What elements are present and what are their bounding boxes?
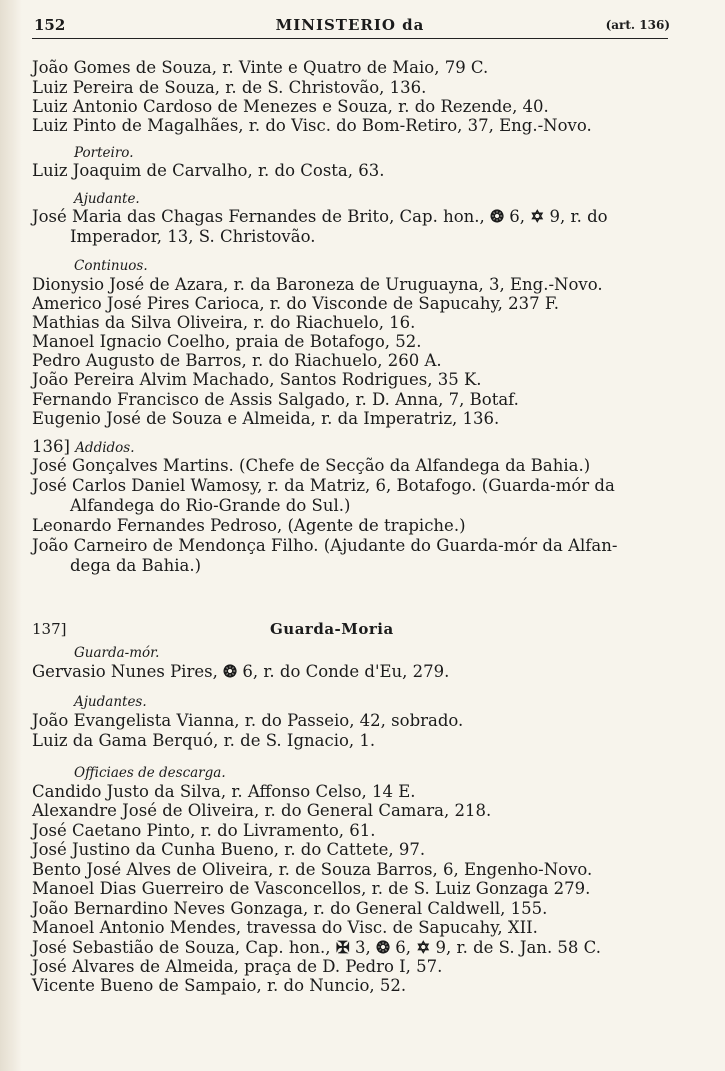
subheading-guarda-mor: Guarda-mór. <box>74 645 160 661</box>
list-item <box>32 207 608 227</box>
list-item-continuation: Imperador, 13, S. Christovão. <box>70 227 316 246</box>
list-item: Luiz Pereira de Souza, r. de S. Christovão, 136. <box>32 78 427 97</box>
list-item: Pedro Augusto de Barros, r. do Riachuelo, 260 A. <box>32 351 442 370</box>
list-item: José Justino da Cunha Bueno, r. do Cattete, 97. <box>32 840 426 859</box>
list-item: José Carlos Daniel Wamosy, r. da Matriz, 6, Botafogo. (Guarda-mór da <box>32 476 615 495</box>
entry-text: 3, <box>355 938 371 957</box>
list-item: Manoel Antonio Mendes, travessa do Visc. de Sapucahy, XII. <box>32 918 538 937</box>
entry-text: 9, r. do <box>549 207 608 226</box>
list-item <box>32 938 601 958</box>
subheading-ajudante: Ajudante. <box>74 191 140 207</box>
subheading-porteiro: Porteiro. <box>74 145 134 161</box>
list-item: João Bernardino Neves Gonzaga, r. do General Caldwell, 155. <box>32 899 548 918</box>
list-item: Mathias da Silva Oliveira, r. do Riachuelo, 16. <box>32 313 416 332</box>
list-item: José Gonçalves Martins. (Chefe de Secção da Alfandega da Bahia.) <box>32 456 591 475</box>
order-star-icon: ✡ <box>416 938 431 957</box>
list-item: José Caetano Pinto, r. do Livramento, 61. <box>32 821 376 840</box>
subheading-officiaes: Officiaes de descarga. <box>74 765 226 781</box>
section-title: Guarda-Moria <box>270 620 394 638</box>
list-item: Candido Justo da Silva, r. Affonso Celso, 14 E. <box>32 782 416 801</box>
subheading-continuos: Continuos. <box>74 258 148 274</box>
order-star-icon: ✡ <box>530 207 545 226</box>
running-title: MINISTERIO da <box>275 16 425 34</box>
list-item: Luiz Antonio Cardoso de Menezes e Souza, r. do Rezende, 40. <box>32 97 549 116</box>
list-item: Leonardo Fernandes Pedroso, (Agente de trapiche.) <box>32 516 466 535</box>
entry-text: José Sebastião de Souza, Cap. hon., <box>32 938 331 957</box>
list-item: Dionysio José de Azara, r. da Baroneza de Uruguayna, 3, Eng.-Novo. <box>32 275 603 294</box>
list-item: João Carneiro de Mendonça Filho. (Ajudante do Guarda-mór da Alfan- <box>32 536 618 555</box>
order-rose-icon: ❂ <box>223 662 237 681</box>
list-item: Manoel Ignacio Coelho, praia de Botafogo, 52. <box>32 332 422 351</box>
entry-text: 6, <box>395 938 412 957</box>
list-item: Manoel Dias Guerreiro de Vasconcellos, r. de S. Luiz Gonzaga 279. <box>32 879 591 898</box>
order-rose-icon: ❂ <box>376 938 390 957</box>
page-spine-shadow <box>0 0 22 1071</box>
section-number: 136] <box>32 437 70 456</box>
page-header <box>30 14 670 36</box>
order-rose-icon: ❂ <box>490 207 504 226</box>
list-item: Alexandre José de Oliveira, r. do General Camara, 218. <box>32 801 492 820</box>
list-item: João Gomes de Souza, r. Vinte e Quatro de Maio, 79 C. <box>32 58 489 77</box>
section-number: 137] <box>32 620 67 638</box>
list-item: Luiz Joaquim de Carvalho, r. do Costa, 63. <box>32 161 385 180</box>
list-item-continuation: Alfandega do Rio-Grande do Sul.) <box>70 496 351 515</box>
list-item: Luiz Pinto de Magalhães, r. do Visc. do Bom-Retiro, 37, Eng.-Novo. <box>32 116 592 135</box>
entry-text: 6, <box>509 207 526 226</box>
entry-text: José Maria das Chagas Fernandes de Brito, Cap. hon., <box>32 207 485 226</box>
subheading-addidos: Addidos. <box>75 440 135 456</box>
article-reference: (art. 136) <box>605 18 670 32</box>
subheading-ajudantes: Ajudantes. <box>74 694 147 710</box>
page-number: 152 <box>34 16 66 34</box>
list-item: Eugenio José de Souza e Almeida, r. da Imperatriz, 136. <box>32 409 500 428</box>
list-item: Bento José Alves de Oliveira, r. de Souza Barros, 6, Engenho-Novo. <box>32 860 593 879</box>
entry-text: 9, r. de S. Jan. 58 C. <box>435 938 601 957</box>
list-item-continuation: dega da Bahia.) <box>70 556 202 575</box>
entry-text: 6, r. do Conde d'Eu, 279. <box>242 662 450 681</box>
list-item: José Alvares de Almeida, praça de D. Pedro I, 57. <box>32 957 443 976</box>
list-item: Luiz da Gama Berquó, r. de S. Ignacio, 1. <box>32 731 376 750</box>
list-item: Americo José Pires Carioca, r. do Visconde de Sapucahy, 237 F. <box>32 294 559 313</box>
cross-icon: ✠ <box>335 938 350 957</box>
list-item: Fernando Francisco de Assis Salgado, r. D. Anna, 7, Botaf. <box>32 390 519 409</box>
list-item: João Evangelista Vianna, r. do Passeio, 42, sobrado. <box>32 711 464 730</box>
entry-text: Gervasio Nunes Pires, <box>32 662 218 681</box>
header-rule <box>32 38 668 39</box>
list-item: João Pereira Alvim Machado, Santos Rodrigues, 35 K. <box>32 370 482 389</box>
addidos-heading <box>32 437 135 457</box>
list-item: Vicente Bueno de Sampaio, r. do Nuncio, 52. <box>32 976 407 995</box>
list-item <box>32 662 449 682</box>
